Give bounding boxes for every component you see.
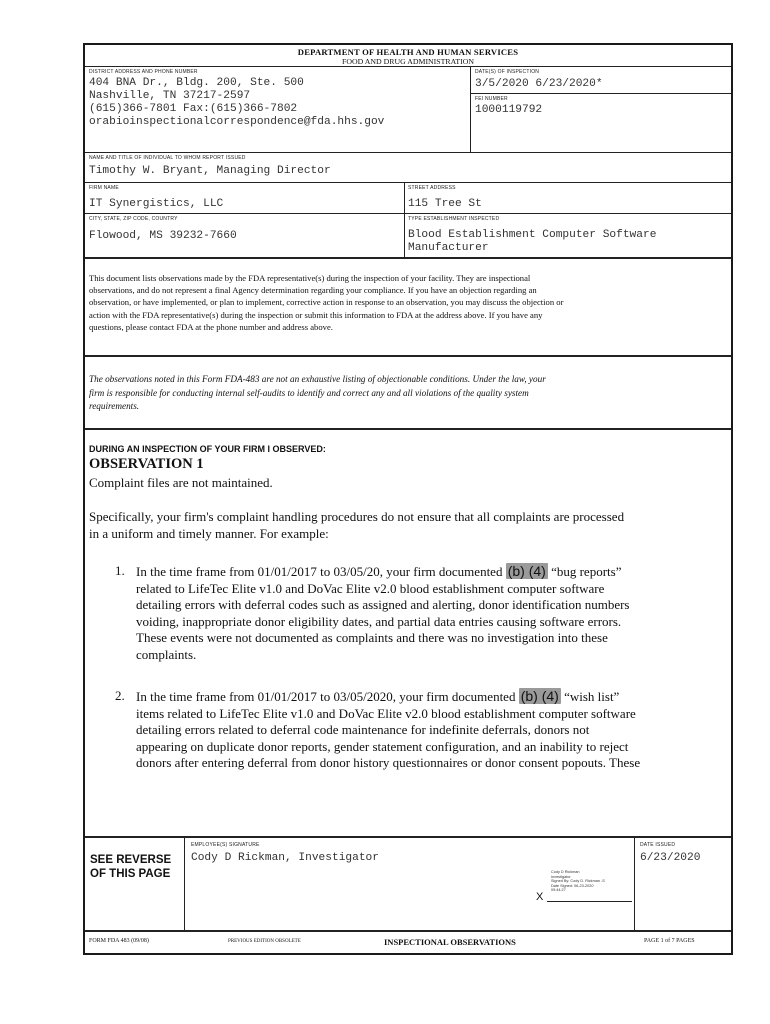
see-reverse-note bbox=[90, 853, 171, 881]
specifically-line: Specifically, your firm's complaint handling procedures do not ensure that all complaints are processed bbox=[89, 509, 625, 524]
firm-name-value: IT Synergistics, LLC bbox=[89, 198, 224, 210]
city-label: CITY, STATE, ZIP CODE, COUNTRY bbox=[89, 216, 178, 222]
notice-line: observations, and do not represent a final Agency determination regarding your compliance. If you have an objection regarding an bbox=[89, 285, 537, 296]
signature-line: Date Signed: 06-23-2020 bbox=[551, 883, 594, 888]
disclaimer-line: requirements. bbox=[89, 401, 140, 411]
divider bbox=[404, 182, 405, 257]
signature-details bbox=[551, 870, 605, 893]
divider bbox=[85, 355, 731, 357]
signature-x: X bbox=[536, 891, 544, 903]
page-number: PAGE 1 of 7 PAGES bbox=[644, 938, 695, 944]
employee-signature: Cody D Rickman, Investigator bbox=[191, 852, 379, 864]
item-2-line: detailing errors related to deferral code maintenance for indefinite deferrals, donors not bbox=[136, 722, 590, 737]
divider bbox=[85, 66, 731, 67]
divider bbox=[85, 182, 731, 183]
form-title: INSPECTIONAL OBSERVATIONS bbox=[384, 937, 516, 947]
item-1-line: voiding, inappropriate donor eligibility dates, and partial data entries causing software errors. bbox=[136, 613, 622, 629]
observation-summary: Complaint files are not maintained. bbox=[89, 475, 273, 490]
divider bbox=[470, 66, 471, 152]
divider bbox=[85, 428, 731, 430]
date-issued-label: DATE ISSUED bbox=[640, 842, 676, 848]
digital-signature bbox=[534, 870, 634, 910]
item-1-first-text: In the time frame from 01/01/2017 to 03/05/20, your firm documented bbox=[136, 564, 503, 579]
see-reverse-line: SEE REVERSE bbox=[90, 854, 172, 866]
item-1-line: complaints. bbox=[136, 646, 197, 662]
item-1-number: 1. bbox=[115, 563, 125, 578]
divider bbox=[85, 257, 731, 259]
issued-to-value: Timothy W. Bryant, Managing Director bbox=[89, 165, 331, 177]
signature-line: Signed By: Cody D. Rickman -S bbox=[551, 879, 605, 883]
item-2-first-quote: “wish list” bbox=[564, 689, 620, 704]
item-2-line: appearing on duplicate donor reports, gender statement configuration, and an inability to reject bbox=[136, 738, 629, 754]
signature-line: Cody D Rickman bbox=[551, 870, 580, 874]
divider bbox=[85, 930, 731, 932]
issued-to-label: NAME AND TITLE OF INDIVIDUAL TO WHOM REPORT ISSUED bbox=[89, 155, 246, 161]
firm-name-label: FIRM NAME bbox=[89, 185, 119, 191]
inspection-dates-value: 3/5/2020 6/23/2020* bbox=[475, 78, 603, 90]
district-line: (615)366-7801 Fax:(615)366-7802 bbox=[89, 103, 298, 115]
disclaimer-line: firm is responsible for conducting internal self-audits to identify and correct any and all violations of the quality system bbox=[89, 387, 529, 398]
item-2-line: donors after entering deferral from donor history questionnaires or donor consent popouts. These bbox=[136, 755, 641, 770]
form-frame bbox=[83, 43, 733, 955]
redaction-box: (b) (4) bbox=[507, 563, 546, 579]
item-1-line: These events were not documented as complaints and there was no investigation into these bbox=[136, 630, 608, 645]
fei-value: 1000119792 bbox=[475, 104, 543, 116]
signature-line: 09:44:27 bbox=[551, 888, 566, 892]
notice-line: action with the FDA representative(s) during the inspection or submit this information to FDA at the address above. If you have any bbox=[89, 309, 543, 320]
city-value: Flowood, MS 39232-7660 bbox=[89, 230, 237, 242]
previous-edition-note: PREVIOUS EDITION OBSOLETE bbox=[228, 939, 301, 944]
divider bbox=[470, 93, 731, 94]
divider bbox=[85, 213, 731, 214]
form-id: FORM FDA 483 (09/08) bbox=[89, 938, 149, 944]
divider bbox=[85, 152, 731, 153]
notice-line: questions, please contact FDA at the phone number and address above. bbox=[89, 321, 333, 332]
item-2-number: 2. bbox=[115, 688, 125, 703]
see-reverse-line: OF THIS PAGE bbox=[90, 868, 171, 880]
district-address bbox=[89, 77, 384, 129]
agency-title: FOOD AND DRUG ADMINISTRATION bbox=[342, 57, 474, 66]
date-issued-value: 6/23/2020 bbox=[640, 852, 701, 864]
inspection-dates-label: DATE(S) OF INSPECTION bbox=[475, 69, 540, 75]
district-line: orabioinspectionalcorrespondence@fda.hhs.gov bbox=[89, 116, 385, 128]
street-label: STREET ADDRESS bbox=[408, 185, 456, 191]
specifically-paragraph bbox=[89, 509, 729, 542]
disclaimer-line: The observations noted in this Form FDA-483 are not an exhaustive listing of objectionable conditions. Under the law, your bbox=[89, 374, 546, 384]
signature-rule bbox=[547, 901, 632, 902]
notice-line: This document lists observations made by the FDA representative(s) during the inspection of your facility. They are inspectional bbox=[89, 273, 531, 283]
redaction-box: (b) (4) bbox=[520, 688, 559, 704]
item-2-line: items related to LifeTec Elite v1.0 and DoVac Elite v2.0 blood establishment computer software bbox=[136, 705, 636, 721]
establishment-line: Blood Establishment Computer Software bbox=[408, 229, 657, 241]
item-2-first-line bbox=[136, 688, 731, 706]
item-1-first-line bbox=[136, 563, 731, 581]
establishment-line: Manufacturer bbox=[408, 242, 489, 254]
notice-text bbox=[89, 272, 729, 333]
notice-line: observation, or have implemented, or plan to implement, corrective action in response to an observation, you may discuss the objection or bbox=[89, 297, 564, 308]
item-1-line: related to LifeTec Elite v1.0 and DoVac Elite v2.0 blood establishment computer software bbox=[136, 580, 605, 596]
department-title: DEPARTMENT OF HEALTH AND HUMAN SERVICES bbox=[297, 47, 519, 57]
establishment-value bbox=[408, 229, 656, 255]
item-1-first-quote: “bug reports” bbox=[551, 564, 622, 579]
observation-title: OBSERVATION 1 bbox=[89, 456, 204, 472]
specifically-line: in a uniform and timely manner. For example: bbox=[89, 525, 329, 541]
divider bbox=[184, 838, 185, 930]
district-line: 404 BNA Dr., Bldg. 200, Ste. 500 bbox=[89, 77, 304, 89]
signature-line: Investigator bbox=[551, 874, 571, 879]
disclaimer-text bbox=[89, 373, 729, 414]
district-label: DISTRICT ADDRESS AND PHONE NUMBER bbox=[89, 69, 198, 75]
employee-label: EMPLOYEE(S) SIGNATURE bbox=[191, 842, 260, 848]
fei-label: FEI NUMBER bbox=[475, 96, 508, 102]
item-2-first-text: In the time frame from 01/01/2017 to 03/05/2020, your firm documented bbox=[136, 689, 516, 704]
street-value: 115 Tree St bbox=[408, 198, 482, 210]
divider bbox=[634, 838, 635, 930]
item-2-text bbox=[136, 688, 731, 772]
item-1-line: detailing errors with deferral codes such as assigned and alerting, donor identification numbers bbox=[136, 597, 630, 612]
observed-heading: DURING AN INSPECTION OF YOUR FIRM I OBSERVED: bbox=[89, 444, 326, 454]
district-line: Nashville, TN 37217-2597 bbox=[89, 90, 251, 102]
item-1-text bbox=[136, 563, 731, 663]
establishment-label: TYPE ESTABLISHMENT INSPECTED bbox=[408, 216, 500, 222]
